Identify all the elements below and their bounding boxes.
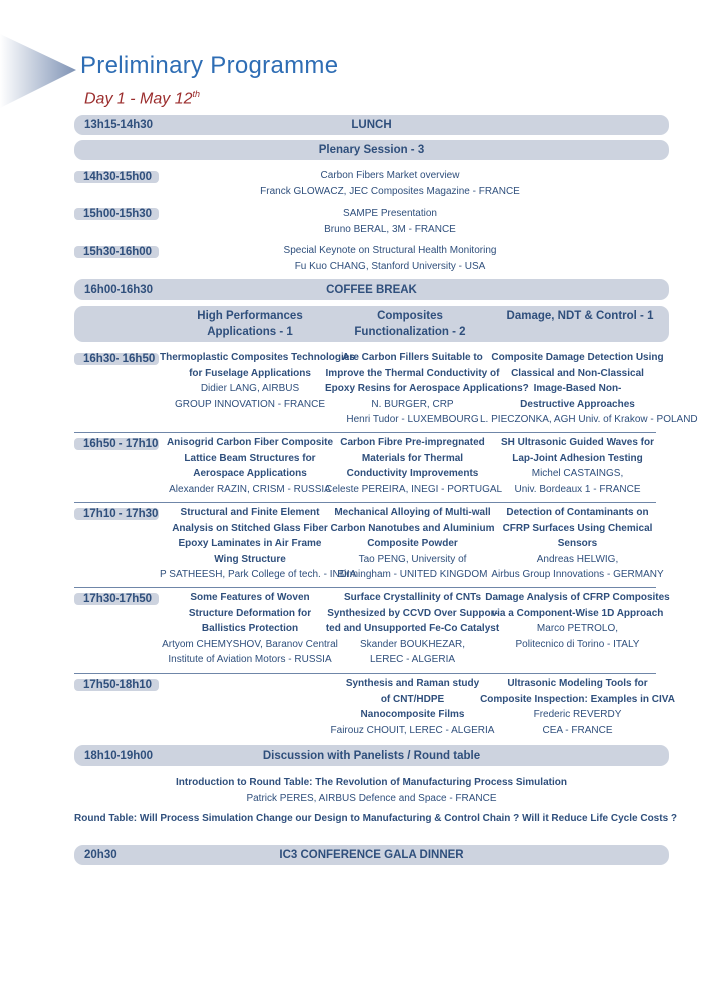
talk-title-line: Epoxy Laminates in Air Frame: [178, 538, 322, 550]
talk-speaker-line: Henri Tudor - LUXEMBOURG: [346, 414, 479, 426]
roundtable-intro: [74, 775, 669, 806]
session-talk: [160, 505, 357, 583]
session-talk: [325, 350, 529, 428]
talk-speaker-line: LEREC - ALGERIA: [369, 654, 456, 666]
talk-time: 15h30-16h00: [74, 246, 159, 258]
talk-title: Carbon Fibers Market overview: [320, 170, 460, 181]
session-talk: [480, 590, 675, 652]
talk-title-line: Composite Powder: [367, 538, 458, 550]
talk-speaker-line: Fairouz CHOUIT, LEREC - ALGERIA: [330, 724, 495, 736]
slot-time: 16h30- 16h50: [74, 353, 159, 365]
dinner-band: [74, 845, 669, 865]
talk-speaker-line: Frederic REVERDY: [533, 709, 622, 721]
talk-title-line: Synthesized by CCVD Over Suppor-: [327, 607, 498, 619]
talk-title: Special Keynote on Structural Health Monitoring: [283, 245, 497, 256]
talk-speaker-line: P SATHEESH, Park College of tech. - INDIA: [160, 569, 357, 581]
talk-speaker-line: Celeste PEREIRA, INEGI - PORTUGAL: [325, 483, 503, 495]
plenary-label: Plenary Session - 3: [318, 144, 425, 156]
session-talk: [480, 505, 675, 583]
talk-title-line: Wing Structure: [214, 553, 286, 565]
talk-title-line: Ballistics Protection: [201, 623, 299, 635]
talk-speaker-line: Institute of Aviation Motors - RUSSIA: [168, 654, 332, 666]
talk-title: SAMPE Presentation: [343, 208, 437, 219]
talk-time: 14h30-15h00: [74, 171, 159, 183]
talk-title-line: Ultrasonic Modeling Tools for: [507, 678, 648, 689]
talk-title-line: for Fuselage Applications: [189, 367, 311, 379]
row-divider: [74, 432, 656, 433]
talk-time: 15h00-15h30: [74, 208, 159, 220]
talk-title-line: Mechanical Alloying of Multi-wall: [334, 507, 491, 518]
talk-speaker-line: Didier LANG, AIRBUS: [200, 383, 300, 395]
talk-title-line: Classical and Non-Classical: [511, 367, 644, 379]
talk-title-line: Lap-Joint Adhesion Testing: [512, 452, 643, 464]
talk-title-line: Surface Crystallinity of CNTs: [343, 592, 482, 603]
talk-title-line: Composite Inspection: Examples in CIVA: [480, 693, 675, 705]
session-col3-header: Damage, NDT & Control - 1: [506, 310, 654, 322]
session-talk: [480, 435, 675, 497]
talk-title-line: CFRP Surfaces Using Chemical: [502, 522, 653, 534]
page-title: Preliminary Programme: [80, 52, 339, 79]
talk-title-line: Lattice Beam Structures for: [184, 452, 316, 464]
talk-title-line: Carbon Fibre Pre-impregnated: [340, 437, 485, 448]
slot-time: 17h10 - 17h30: [74, 508, 159, 520]
session-talk: [160, 350, 355, 412]
talk-speaker-line: Artyom CHEMYSHOV, Baranov Central: [162, 638, 338, 650]
talk-title-line: ted and Unsupported Fe-Co Catalyst: [325, 623, 500, 635]
talk-title-line: of CNT/HDPE: [380, 693, 445, 705]
talk-title-line: Aerospace Applications: [193, 468, 307, 480]
talk-speaker-line: N. BURGER, CRP: [371, 398, 454, 410]
talk-speaker-line: L. PIECZONKA, AGH Univ. of Krakow - POLAND: [480, 414, 698, 426]
lunch-band: [74, 115, 669, 135]
talk-speaker: Bruno BERAL, 3M - FRANCE: [324, 223, 456, 235]
session-talk: [480, 676, 675, 738]
arrow-decoration-icon: [0, 30, 80, 110]
talk-speaker-line: Politecnico di Torino - ITALY: [515, 638, 640, 650]
talk-title-line: Sensors: [557, 538, 598, 550]
session-talk: [480, 350, 698, 428]
slot-time: 17h50-18h10: [74, 679, 159, 691]
talk-title-line: Image-Based Non-: [533, 383, 622, 395]
talk-title-line: Conductivity Improvements: [346, 468, 479, 480]
session-talk: [325, 590, 500, 668]
talk-title-line: Epoxy Resins for Aerospace Applications?: [325, 383, 529, 395]
talk-item: [160, 243, 620, 274]
discussion-time: 18h10-19h00: [84, 749, 154, 762]
talk-title-line: Detection of Contaminants on: [506, 507, 649, 518]
talk-title-line: Composite Damage Detection Using: [491, 352, 664, 363]
talk-speaker: Franck GLOWACZ, JEC Composites Magazine - FRANCE: [260, 185, 520, 197]
row-divider: [74, 587, 656, 588]
discussion-band: [74, 745, 669, 766]
talk-title-line: SH Ultrasonic Guided Waves for: [501, 437, 654, 448]
session-talk: [325, 435, 503, 497]
session-talk: [160, 435, 340, 497]
roundtable-question: Round Table: Will Process Simulation Change our Design to Manufacturing & Control Chain ? Will it Reduce Life Cycle Costs ?: [74, 813, 678, 824]
talk-speaker-line: Michel CASTAINGS,: [531, 468, 624, 480]
dinner-time: 20h30: [84, 849, 117, 861]
day-heading: Day 1 - May 12th: [84, 89, 200, 108]
session-talk: [325, 505, 500, 583]
talk-speaker-line: CEA - FRANCE: [542, 724, 613, 736]
plenary-band: [74, 140, 669, 160]
talk-speaker-line: Airbus Group Innovations - GERMANY: [491, 569, 664, 581]
talk-speaker-line: Andreas HELWIG,: [536, 553, 619, 565]
lunch-label: LUNCH: [351, 119, 392, 131]
session-col1-header: High Performances Applications - 1: [197, 310, 303, 338]
row-divider: [74, 673, 656, 674]
roundtable-intro-speaker: Patrick PERES, AIRBUS Defence and Space - FRANCE: [246, 792, 497, 804]
dinner-label: IC3 CONFERENCE GALA DINNER: [279, 849, 464, 861]
talk-title-line: via a Component-Wise 1D Approach: [491, 607, 664, 619]
talk-title-line: Structural and Finite Element: [180, 507, 320, 518]
talk-title-line: Some Features of Woven: [190, 592, 310, 603]
talk-item: [160, 168, 620, 199]
talk-speaker-line: Skander BOUKHEZAR,: [359, 638, 466, 650]
slot-time: 17h30-17h50: [74, 593, 159, 605]
talk-title-line: Improve the Thermal Conductivity of: [325, 367, 500, 379]
lunch-time: 13h15-14h30: [84, 119, 154, 131]
slot-time: 16h50 - 17h10: [74, 438, 159, 450]
roundtable-intro-title: Introduction to Round Table: The Revolution of Manufacturing Process Simulation: [176, 777, 567, 788]
talk-title-line: Destructive Approaches: [520, 398, 635, 410]
talk-speaker-line: Tao PENG, University of: [358, 553, 467, 565]
talk-speaker-line: GROUP INNOVATION - FRANCE: [174, 398, 325, 410]
session-col2-header: Composites Functionalization - 2: [354, 310, 466, 338]
talk-title-line: Damage Analysis of CFRP Composites: [485, 592, 670, 603]
talk-speaker: Fu Kuo CHANG, Stanford University - USA: [294, 260, 486, 272]
talk-title-line: Materials for Thermal: [361, 452, 464, 464]
row-divider: [74, 502, 656, 503]
talk-title-line: Anisogrid Carbon Fiber Composite: [166, 437, 334, 448]
talk-title-line: Are Carbon Fillers Suitable to: [342, 352, 483, 363]
talk-title-line: Analysis on Stitched Glass Fiber: [172, 522, 328, 534]
talk-title-line: Carbon Nanotubes and Aluminium: [330, 522, 495, 534]
coffee-time: 16h00-16h30: [84, 283, 154, 296]
session-talk: [160, 590, 340, 668]
session-talk: [325, 676, 500, 738]
talk-title-line: Structure Deformation for: [188, 607, 312, 619]
talk-speaker-line: Marco PETROLO,: [536, 623, 619, 635]
coffee-band: [74, 279, 669, 300]
talk-item: [160, 206, 620, 237]
talk-title-line: Nanocomposite Films: [360, 709, 465, 721]
talk-title-line: Thermoplastic Composites Technologies: [160, 352, 355, 363]
talk-title-line: Synthesis and Raman study: [345, 678, 480, 689]
discussion-label: Discussion with Panelists / Round table: [262, 749, 481, 762]
coffee-label: COFFEE BREAK: [326, 283, 417, 296]
talk-speaker-line: Univ. Bordeaux 1 - FRANCE: [514, 483, 641, 495]
talk-speaker-line: Birmingham - UNITED KINGDOM: [337, 569, 488, 581]
talk-speaker-line: Alexander RAZIN, CRISM - RUSSIA: [169, 483, 331, 495]
